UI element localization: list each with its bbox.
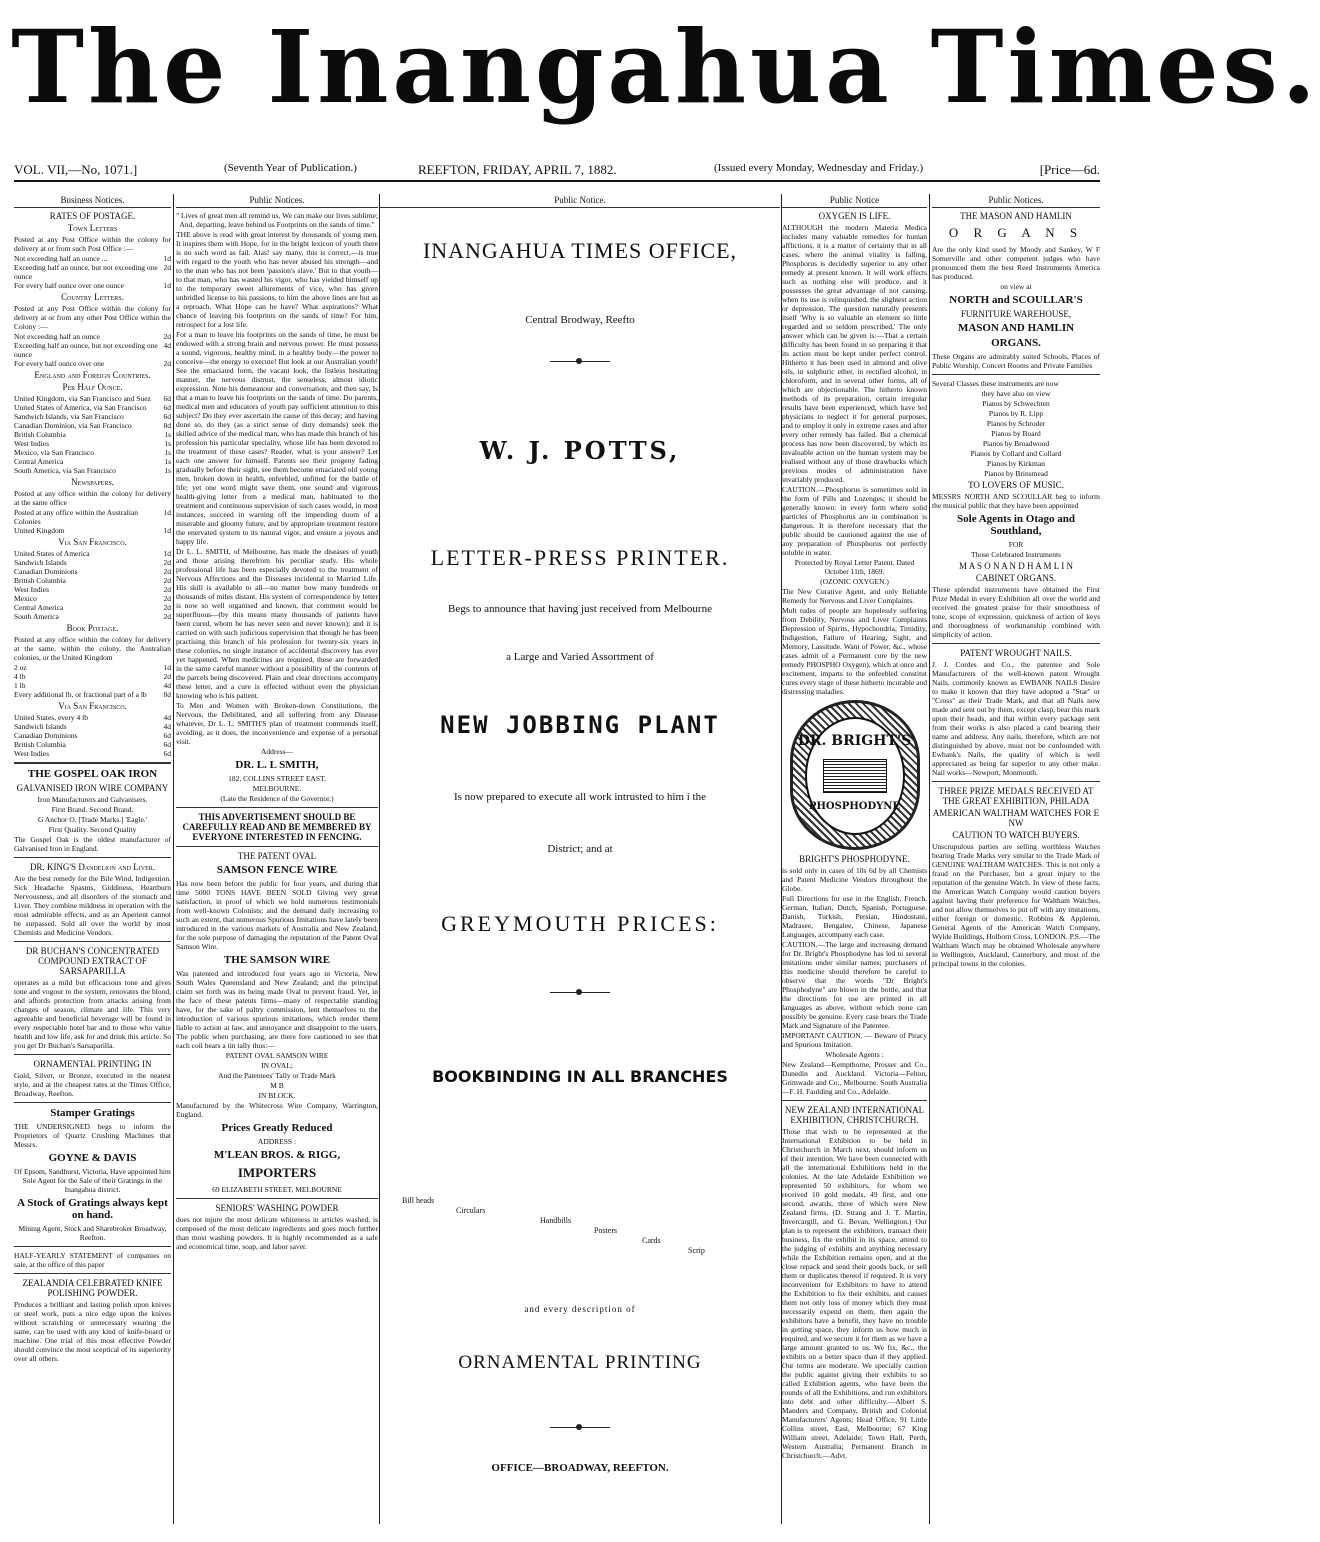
book-postage-text: Posted at any office within the colony for delivery at the same, within the colony, the Australian colonies, or the United Kingdom: [14, 635, 171, 662]
town-letters-text: Posted at any Post Office within the colony for delivery at or from such Post Office :—: [14, 235, 171, 253]
fence-notice: THIS ADVERTISEMENT SHOULD BE CAREFULLY READ AND BE MEMBERED BY EVERYONE INTERESTED IN FENCING.: [182, 812, 372, 842]
poem: " Lives of great men all remind us, We can make our lives sublime; And, departing, leave behind us Footprints on the sands of time.": [176, 211, 378, 229]
prepared-text: Is now prepared to execute all work intrusted to him i the: [453, 791, 706, 803]
for-label: FOR: [1008, 540, 1024, 549]
office-footer: OFFICE—BROADWAY, REEFTON.: [491, 1462, 669, 1474]
smith-address-3: (Late the Residence of the Governor.): [220, 794, 334, 803]
mason-hamlin-2: MASON AND HAMLIN: [957, 322, 1075, 334]
column-public-notices: [176, 194, 378, 1534]
nails-body: J. J. Cordes and Co., the patentee and Sole Manufacturers of the well-known patent Wrought Nails, commonly known as EWBANK NAILS Desire to make it known that they have adopted a "Star" or "Cross" as their Trade Mark, and that all Nails now made and sent out by them, except clasp, bear this mark upon their heads, and that within every package sent from their works is also placed a card bearing their name and address. Any nails, therefore, which are not distinguished by above, must not be confounded with Ewbank's Nails, the quality of which is well appreciated as being far superior to any other make. Nail works—Newport, Monmouth.: [932, 660, 1100, 777]
suited-text: These Organs are admirably suited Schools, Places of Public Worship, Concert Rooms and Private Families: [932, 352, 1100, 370]
printer-name: W. J. POTTS,: [479, 436, 681, 465]
rate-row: South America, via San Francisco 1s: [14, 466, 171, 475]
masthead-title: The Inangahua Times.: [11, 8, 1320, 126]
rate-row: United Kingdom, via San Francisco and Suez 6d: [14, 394, 171, 403]
greymouth-prices: GREYMOUTH PRICES:: [441, 911, 719, 936]
brights-title: BRIGHT'S PHOSPHODYNE.: [799, 854, 910, 864]
badge-top-text: DR. BRIGHT'S: [797, 733, 912, 749]
multitudes: Mult tudes of people are hopelessly suffering from Debility, Nervous and Liver Complaints Depression of Spirits, Hypochondria, Timidity, Indigestion, Failure of Hearing, Sight, and Memory, Lassitude. Want of Power, &c., whose cases admit of a Permanent cure by the new remedy PHOSPHO Oxygen), which at once and excitement, imparts to the enfeebled constitut cures every stage of these hitherto incurable and distressing maladies.: [782, 606, 927, 696]
smith-address-1: 182, COLLINS STREET EAST,: [228, 774, 326, 783]
tally-5: IN BLOCK.: [258, 1091, 296, 1100]
masthead: [0, 0, 1320, 140]
office-name: INANGAHUA TIMES OFFICE,: [422, 238, 738, 263]
gospel-oak-subtitle: GALVANISED IRON WIRE COMPANY: [16, 783, 169, 793]
organs-body: Are the only kind used by Moody and Sankey, W F Somerville and other competent judges who have pronounced them the best Reed Instruments America has produced.: [932, 245, 1100, 281]
stamper-title: Stamper Gratings: [50, 1107, 135, 1119]
rate-row: Every additional lb, or fractional part of a lb 8d: [14, 690, 171, 699]
address-heading: ADDRESS :: [257, 1137, 297, 1146]
rate-row: Sandwich Islands 4d: [14, 722, 171, 731]
gospel-oak-marks: G Anchor O. [Trade Marks.] 'Eagle.': [37, 815, 148, 824]
jobbing-plant: NEW JOBBING PLANT: [440, 711, 720, 739]
smith-name: DR. L. L SMITH,: [235, 759, 319, 771]
patent-oval: THE PATENT OVAL: [237, 851, 317, 861]
mason-title: THE MASON AND HAMLIN: [960, 211, 1072, 221]
list-item: Pianos by Schwechten: [982, 399, 1050, 408]
tally-2: IN OVAL;: [261, 1061, 293, 1070]
classes-text: Several Classes these instruments are now: [932, 379, 1059, 388]
splendid-text: These splendid instruments have obtained the First Prize Medal in every Exhibition all over the world and received the greatest praise for their smoothness of tone, scope of expression, quickness of action of keys and thoroughness of workmanship combined with simplicity of action.: [932, 585, 1100, 639]
zealandia-title: ZEALANDIA CELEBRATED KNIFE POLISHING POWDER.: [22, 1278, 163, 1298]
tally-1: PATENT OVAL SAMSON WIRE: [225, 1051, 329, 1060]
tally-4: M B: [270, 1081, 284, 1090]
rate-row: For every half ounce over one 2d: [14, 359, 171, 368]
also-view: they have also on view: [981, 389, 1051, 398]
oxygen-body: ALTHOUGH the modern Materia Medica includes many valuable remedies for human afflictions, it is a matter of certainty that in all cases, where the animal vitality is falling, Phosphorus is decidedly superior to any other remedy at present known. It will work effects such as nothing else will produce, and it possesses the great advantage of not causing, when its use is relinquished, the slightest action or depression. The question naturally presents itself 'Why is so valuable an element so little regarded and so seldom prescribed,' The only answer which can be given is:—That a certain difficulty has been found in so preparing it that its action must be kept under perfect control. Hitherto it has been used in almond and olive oils, in sulphuric ether, in rectified alcohol, in chloroform, and in several other forms, all of which are objectionable. The hitherto known methods of its preparation, certain irregular results have been experienced, which have led physicians to neglect it for general purposes, and to employ it only in extreme cases and after every other remedy has failed. But a chemical process has now been discovered, by which its invaluable action on the human system may be realised without any of those drawbacks which previous modes of administration have invariably produced.: [782, 223, 927, 484]
volume-number: VOL. VII,—No, 1071.]: [14, 162, 138, 177]
importers: IMPORTERS: [237, 1165, 317, 1180]
town-rates: [14, 254, 171, 290]
sf2-heading: Via San Francisco.: [58, 701, 127, 711]
gospel-oak-brands: First Brand. Second Brand.: [51, 805, 134, 814]
tally-3: And the Patentees' Tally or Trade Mark: [218, 1071, 336, 1080]
price: [Price—6d.: [1039, 162, 1100, 177]
sold-text: is sold only in cases of 10s 6d by all Chemists and Patent Medicine Vendors throughout the Globe.: [782, 866, 927, 893]
nails-title: PATENT WROUGHT NAILS.: [960, 648, 1072, 658]
samson-body-2: Was patented and introduced four years ago in Victoria, New South Wales Queensland and New Zealand; and the principal claim set forth was its being made Oval to prevent fraud. Yet, in the face of these patents firms—many of respectable standing have, for the sake of paltry commission, lent themselves to the introduction of various spurious imitations, which render them liable to action at law, and annoyance and disappoint to the users. The public when purchasing, are there fore cautioned to see that each coil bears a tin tally thus:—: [176, 969, 378, 1050]
rate-row: 4 lb 2d: [14, 672, 171, 681]
foreign-rates: [14, 394, 171, 475]
ornamental-body: Gold, Silver, or Bronze, executed in the neatest style, and at the cheapest rates at the Times Office, Broadway, Reefton.: [14, 1071, 171, 1098]
rate-row: For every half ounce over one ounce 1d: [14, 281, 171, 290]
samson-body: Has now been before the public for four years, and during that time 5000 TONS HAVE BEEN SOLD Giving very great satisfaction, in proof of which we hold numerous testimonials from well-known Colonists; and the demand daily increasing to such an extent, that numerous Spurious Imitations have lately been introduced in the various markets of Australia and New Zealand, for the sole purpose of damaging the reputation of the Patent Oval Samson Wire.: [176, 879, 378, 951]
samson-wire-title: THE SAMSON WIRE: [223, 954, 331, 966]
goyne-davis: GOYNE & DAVIS: [48, 1152, 137, 1164]
agents-list: New Zealand—Kempthorne, Prosser and Co., Dunedin and Auckland. Victoria—Felton, Grimwade and Co., Melbourne. South Australia—F. H. Faulding and Co., Adelaide.: [782, 1060, 927, 1096]
rate-row: Canadian Dominions 6d: [14, 731, 171, 740]
column-organs: [932, 194, 1100, 1534]
rate-row: Mexico 2d: [14, 594, 171, 603]
place-date: REEFTON, FRIDAY, APRIL 7, 1882.: [418, 162, 617, 177]
caution-watch-title: CAUTION TO WATCH BUYERS.: [952, 830, 1080, 840]
office-location: Central Brodway, Reefto: [525, 314, 635, 326]
stock-body: Mining Agent, Stock and Sharebroker Broadway, Reefton.: [18, 1224, 167, 1242]
assortment: a Large and Varied Assortment of: [506, 651, 654, 663]
oxygen-title: OXYGEN IS LIFE.: [818, 211, 891, 221]
rate-row: Exceeding half an ounce, but not exceeding one ounce 2d: [14, 263, 171, 281]
every-description: and every description of: [524, 1304, 636, 1314]
rate-row: Canadian Dominion, via San Francisco 8d: [14, 421, 171, 430]
notice-body-3: Dr L. L. SMITH, of Melbourne, has made the diseases of youth and those arising therefrom his peculiar study. His whole professional life has been especially devoted to the treatment of Nervous Affections and the Diseases incidental to Married Life. His skill is available to all—no matter how many hundreds or thousands of miles distant. His system of correspondence by letter is now so well organised and known, that comment would be superfluous—(by this means many thousands of patients have been cured, whom he has never seen and never known); and it is carried on with such judicious supervision that though he has been practising this branch of his profession for twenty-six years in these colonies, no single instance of accidental discovery has ever yet happened. When medicines are required, these are forwarded in the same careful manner without a possibility of the contents of the parcels being discovered. Plain and clear directions accompany these letter, and a cure is effected without even the physician knowing who is his patient.: [176, 547, 378, 700]
list-item: Pianos by Broadwood: [982, 439, 1050, 448]
exhibition-title: NEW ZEALAND INTERNATIONAL EXHIBITION, CHRISTCHURCH.: [784, 1105, 925, 1125]
mlean-address: 69 ELIZABETH STREET, MELBOURNE: [212, 1185, 342, 1194]
item-list: [380, 1196, 780, 1256]
rate-row: West Indies 1s: [14, 439, 171, 448]
on-view: on view at: [1000, 282, 1032, 291]
list-item: Pianos by Board: [991, 429, 1041, 438]
rate-row: Not exceeding half an ounce 2d: [14, 332, 171, 341]
newspapers-text: Posted at any office within the colony for delivery at the same office: [14, 489, 171, 507]
rate-row: South America 2d: [14, 612, 171, 621]
prices-reduced: Prices Greatly Reduced: [221, 1122, 333, 1134]
foreign-heading: England and Foreign Countries.: [34, 370, 151, 380]
town-letters-heading: Town Letters: [67, 223, 118, 233]
directions: Full Directions for use in the English, French, German, Italian, Dutch, Spanish, Portuguese, Danish, Turkish, Persian, Hindostani, Madrasee, Bengalee, Chinese, Japanese Languages, accompany each case.: [782, 894, 927, 939]
item-bill-heads: Bill heads: [402, 1196, 435, 1205]
stamper-body: THE UNDERSIGNED begs to inform the Proprietors of Quartz Crushing Machines that Messrs.: [14, 1122, 171, 1149]
rate-row: Canadian Dominions 2d: [14, 567, 171, 576]
zealandia-body: Produces a brilliant and lasting polish upon knives or steel work, puts a nice edge upon the knives without scratching or unnecessary wearing the same, can be used with any kind of knife-board or machine. One trial of this most effective Powder should convince the most sceptical of its superiority over all others.: [14, 1300, 171, 1363]
rate-row: 2 oz 1d: [14, 663, 171, 672]
messrs-text: MESSRS NORTH AND SCOULLAR beg to inform the musical public that they have been appointed: [932, 492, 1100, 510]
item-handbills: Handbills: [540, 1216, 572, 1225]
wholesale-agents: Wholesale Agents :: [825, 1050, 884, 1059]
bookbinding: BOOKBINDING IN ALL BRANCHES: [432, 1067, 728, 1086]
ship-icon: [823, 759, 887, 793]
column-tag: Business Notices.: [14, 194, 171, 208]
gospel-oak-body: The Gospel Oak is the oldest manufacturer of Galvanised Iron in England.: [14, 835, 171, 853]
caution-watch-body: Unscrupulous parties are selling worthless Watches bearing Trade Marks very similar to the Trade Mark of GENUINE WALTHAM WATCHES. This is not only a fraud on the Purchaser, but a great injury to the reputation of the genuine Watch. In view of these facts, the American Watch Company would caution buyers against having their preference for Waltham Watches, and not allow themselves to put off with any imitations, either foreign or domestic. Robbins & Appleton, General Agents of the American Watch Company, Wylde Buildings, Holborn Cross, LONDON. P.S.—The Waltham Watch may be obtained Wholesale anywhere in Wellington, Auckland, Canterbury, and most of the principal towns in the colonies.: [932, 842, 1100, 968]
printer-role: LETTER-PRESS PRINTER.: [430, 545, 730, 570]
king-body: Are the best remedy for the Bile Wind, Indigestion. Sick Headache Spasms, Giddiness, Heartburn Nervousness, and all disorders of the stomach and Liver. They combine mildness in operation with the most admirable effects, and as an Aperient cannot be surpassed. Sold all over the world by most Chemists and Medicine Vendors.: [14, 874, 171, 937]
washing-powder-body: does not injure the most delicate whiteness in articles washed, is composed of the most delicate ingredients and goes much further than most washing powders. It is highly recommended as a safe and economical time, soap, and labor saver.: [176, 1215, 378, 1251]
gospel-oak-title: THE GOSPEL OAK IRON: [27, 768, 158, 780]
washing-powder-title: SENIORS' WASHING POWDER: [215, 1203, 339, 1213]
pianos-list: [932, 399, 1100, 478]
phosphodyne-badge: [790, 700, 920, 850]
sole-agents: Sole Agents in Otago and Southland,: [957, 513, 1075, 537]
item-cards: Cards: [642, 1236, 661, 1245]
rate-row: British Columbia 1s: [14, 430, 171, 439]
address-label: Address—: [260, 747, 294, 756]
list-item: Pianos by Collard and Collard: [970, 449, 1062, 458]
ozonic-oxygen: (OZONIC OXYGEN.): [820, 577, 889, 586]
gospel-oak-quality: First Quality. Second Quality: [48, 825, 137, 834]
ornamental-printing: ORNAMENTAL PRINTING: [458, 1352, 702, 1373]
issue-schedule: (Issued every Monday, Wednesday and Friday.): [714, 162, 924, 174]
lovers-of-music: TO LOVERS OF MUSIC.: [968, 480, 1064, 490]
announcement: Begs to announce that having just received from Melbourne: [448, 603, 712, 615]
ornament-divider: [550, 1422, 610, 1432]
column-divider: [173, 194, 174, 1524]
book-postage-heading: Book Postage.: [66, 623, 119, 633]
country-rates: [14, 332, 171, 368]
important-caution: IMPORTANT CAUTION. — Beware of Piracy and Spurious Imitation.: [782, 1031, 927, 1049]
mlean-bros: M'LEAN BROS. & RIGG,: [213, 1149, 341, 1161]
notice-body-2: For a man to leave his footprints on the sands of time, he must be endowed with a strong brain and nervous power. He must possess a sound, vigorous, healthy mind, in a healthy body—the power to conceive—the energy to execute! But look at our Australian youth! See the emaciated form, the vacant look, the listless hesitating manner, the nervous distrust, the senseless, almost idiotic expression. Note his demeanour and conversation, and then say, Is that a man to leave his footprints on the sands of time. Do parents, medical men and educators of youth pay sufficient attention to this subject? Do they ever ascertain the cause of this decay; and having done so, do they (as a strict sense of duty demands) seek the skilled advice of the medical man, who has made this branch of his profession his particular speciality, whose life has been devoted to the treatment of these cases? Reader, what is your answer? Let each one answer for himself. Parents see their progeny fading gradually before their sight, see them become emaciated old young men, broken down in health, enfeebled, unfitted for the battle of life; yet one word might save them, one sound and vigorous health-giving letter from a medical man, habituated to the treatment and continuous supervision of such cases would, in most instances, succeed in warning off the impending doom of a miserable and gloomy future, and by appropriate treatment restore the enervated system to its natural vigor, and ensure a joyous and happy life.: [176, 330, 378, 546]
smith-address-2: MELBOURNE.: [252, 784, 302, 793]
rate-row: United Kingdom 1d: [14, 526, 171, 535]
rate-row: Mexico, via San Francisco 1s: [14, 448, 171, 457]
badge-bottom-text: PHOSPHODYNE: [808, 801, 901, 812]
sf-rates: [14, 549, 171, 621]
medals-title: THREE PRIZE MEDALS RECEIVED AT THE GREAT EXHIBITION, PHILADA: [938, 786, 1094, 806]
curative-agent: The New Curative Agent, and only Reliable Remedy for Nervous and Liver Complaints.: [782, 587, 927, 605]
organs-heading: O R G A N S: [948, 225, 1084, 240]
postage-title: RATES OF POSTAGE.: [49, 211, 136, 221]
rate-row: United States of America, via San Francisco 6d: [14, 403, 171, 412]
publication-year: (Seventh Year of Publication.): [224, 162, 357, 174]
ornament-divider: [550, 356, 610, 366]
newspaper-rates: [14, 508, 171, 535]
column-tag: Public Notices.: [932, 194, 1100, 208]
cabinet-organs: CABINET ORGANS.: [975, 573, 1057, 583]
book-rates: [14, 663, 171, 699]
dateline: [14, 162, 1100, 182]
buchan-title: DR BUCHAN'S CONCENTRATED COMPOUND EXTRACT OF SARSAPARILLA: [25, 946, 160, 976]
buchan-body: operates as a mild but efficacious tone and gives tone and vogour to the system, renovates the blood, and affords protection from attacks arising from changes of season, climate and life. This very agreeable and beneficial beverage will be found in every respectable hotel bar and to those who value health and low life, ask for and drink this article. So you get Dr Buchan's Sarsaparilla.: [14, 978, 171, 1050]
ornamental-title: ORNAMENTAL PRINTING IN: [33, 1059, 152, 1069]
list-item: Pianos by Brinsmead: [984, 469, 1048, 478]
column-divider: [929, 194, 930, 1524]
rate-row: West Indies 2d: [14, 585, 171, 594]
list-item: Pianos by Schroder: [986, 419, 1046, 428]
country-letters-text: Posted at any Post Office within the colony for delivery at or from any other Post Office within the Colony :—: [14, 304, 171, 331]
column-tag: Public Notice: [782, 194, 927, 208]
north-scoullar: NORTH and SCOULLAR'S: [949, 294, 1083, 306]
column-oxygen: [782, 194, 927, 1534]
column-printing-office: [380, 194, 780, 1534]
furniture-warehouse: FURNITURE WAREHOUSE,: [960, 309, 1072, 319]
samson-fence-title: SAMSON FENCE WIRE: [216, 864, 338, 876]
rate-row: Not exceeding half an ounce ... 1d: [14, 254, 171, 263]
rate-row: British Columbia 2d: [14, 576, 171, 585]
goyne-body: Of Epsom, Sandhurst, Victoria, Have appointed him Sole Agent for the Sale of their Gratings in the Inangahua district.: [14, 1167, 171, 1194]
halfyear-statement: HALF-YEARLY STATEMENT of companies on sale, at the office of this paper: [14, 1251, 171, 1269]
rate-row: United States of America 1d: [14, 549, 171, 558]
column-tag: Public Notice.: [380, 194, 780, 208]
rate-row: British Columbia 6d: [14, 740, 171, 749]
stock-notice: A Stock of Gratings always kept on hand.: [17, 1197, 168, 1221]
item-circulars: Circulars: [456, 1206, 486, 1215]
rate-row: Central America 1s: [14, 457, 171, 466]
rate-row: Sandwich Islands 2d: [14, 558, 171, 567]
gospel-oak-text: Iron Manufacturers and Galvanisers.: [37, 795, 148, 804]
list-item: Pianos by R. Lipp: [988, 409, 1044, 418]
royal-patent: Protected by Royal Letter Patent. Dated October 11th, 1869.: [794, 558, 915, 576]
district-text: District; and at: [547, 843, 613, 855]
exhibition-body: Those that wish to be represented at the International Exhibition to be held in Christchurch in March next, should inform us of their intention. We have been connected with all the international Exhibitions held in the colonies. At the late Adelaide Exhibition we represented 50 exhibitors, for whom we received 10 gold medals, 49 first, and one second, awards, three of which were New Zealand firms, (D. Strang and J. T. Martin, Invercargill, and G. Bevan, Wellington.) Our plan is to represent the exhibitors, transact their business, fix the exhibit in its space, attend to the judging of exhibits and anything necessary while the Exhibition remains open, and at the close repack and send their goods back, or sell them or duplicates thereof if required. It is very inconvenient for Exhibitors to have to attend the Exhibition to fix their exhibits, and causes them not only loss of money which they must necessarily expend on them, then again the exhibitors have a benefit, they have no trouble in getting space, they inform us how much is required, and we secure it for them as we have a large amount granted to us. We fix, &c., the exhibits on a better space than if they applied. Our terms are moderate. We specially caution the public against giving their exhibits to so called Exhibition agents, who have been the rounds of all the Exhibitions, and run exhibitors into debt and other difficulty.—Albert S. Manders and Company, British and Colonial Manufacturers' Agents; Head Office, 91 Little Collins street, East, Melbourne; 67 King William street, Adelaide; Town Hall, Perth, Western Australia; Permanent Branch in Christchurch.—Advt.: [782, 1127, 927, 1460]
waltham-title: AMERICAN WALTHAM WATCHES FOR E NW: [932, 808, 1100, 828]
manufacturer: Manufactured by the Whitecross Wire Company, Warrington, England.: [176, 1101, 378, 1119]
king-title: DR. KING'S Dandelion and Liver.: [29, 862, 156, 872]
mason-hamlin-3: M A S O N A N D H A M L I N: [959, 561, 1073, 571]
celebrated: Those Celebrated Instruments: [971, 550, 1061, 559]
rate-row: Sandwich Islands, via San Francisco 6d: [14, 412, 171, 421]
item-posters: Posters: [594, 1226, 618, 1235]
printing-advert: [380, 238, 780, 1474]
caution-2: CAUTION.—The large and increasing demand for Dr. Bright's Phosphodyne has led to several imitations under similar names; purchasers of this medicine should therefore be careful to observe that the words "Dr Bright's Phosphodyne" are blown in the bottle, and that the directions for use are printed in all languages as above, without which none can possibly be genuine. Every case bears the Trade Mark and Signature of the Patentee.: [782, 940, 927, 1030]
caution-phosphorus: CAUTION.—Phosphorus is sometimes sold in the form of Pills and Lozenges; it should be generally known: in every form where solid particles of Phosphorus are in combination is dangerous. It is therefore necessary that the public should be cautioned against the use of any preparation of Phosphorus not perfectly soluble in water.: [782, 485, 927, 557]
rate-row: West Indies 6d: [14, 749, 171, 758]
sf-heading: Via San Francisco.: [58, 537, 127, 547]
sf2-rates: [14, 713, 171, 758]
column-business-notices: [14, 194, 171, 1534]
organs-2: ORGANS.: [991, 337, 1041, 349]
notice-body-1: THE above is read with great interest by thousands of young men. It inspires them with Hope, for in the bright lexicon of youth there is no such word as fail. Alas! say many, this is correct,—is true with regard to the youth who has never abused his strength—and to the man who has not been 'passion's slave.' But to that youth—to that man, who has wasted his vigor, who has yielded himself up to the temporary sweet allurements of vice, who has given unbridled license to his passions, to him the above lines are but as a reproach. What Hope can he have? What aspirations? What chance of leaving his footprints on the sands of time? For him, retrospect for a lost life.: [176, 230, 378, 329]
foreign-subheading: Per Half Ounce.: [62, 382, 123, 392]
list-item: Pianos by Kirkman: [987, 459, 1045, 468]
rate-row: Central America 2d: [14, 603, 171, 612]
rate-row: Exceeding half an ounce, but not exceeding one ounce 4d: [14, 341, 171, 359]
rate-row: United States, every 4 lb 4d: [14, 713, 171, 722]
ornament-divider: [550, 987, 610, 997]
item-scrip: Scrip: [688, 1246, 705, 1255]
column-tag: Public Notices.: [176, 194, 378, 208]
country-letters-heading: Country Letters.: [61, 292, 124, 302]
newspapers-heading: Newspapers.: [71, 477, 114, 487]
rate-row: Posted at any office within the Australian Colonies 1d: [14, 508, 171, 526]
rate-row: 1 lb 4d: [14, 681, 171, 690]
notice-body-4: To Men and Women with Broken-down Constitutions, the Nervous, the Debilitated, and all suffering from any Disease whatever, Dr L. L. SMITH'S plan of treatment commends itself, avoiding, as it does, the inconvenience and expense of a personal visit.: [176, 701, 378, 746]
